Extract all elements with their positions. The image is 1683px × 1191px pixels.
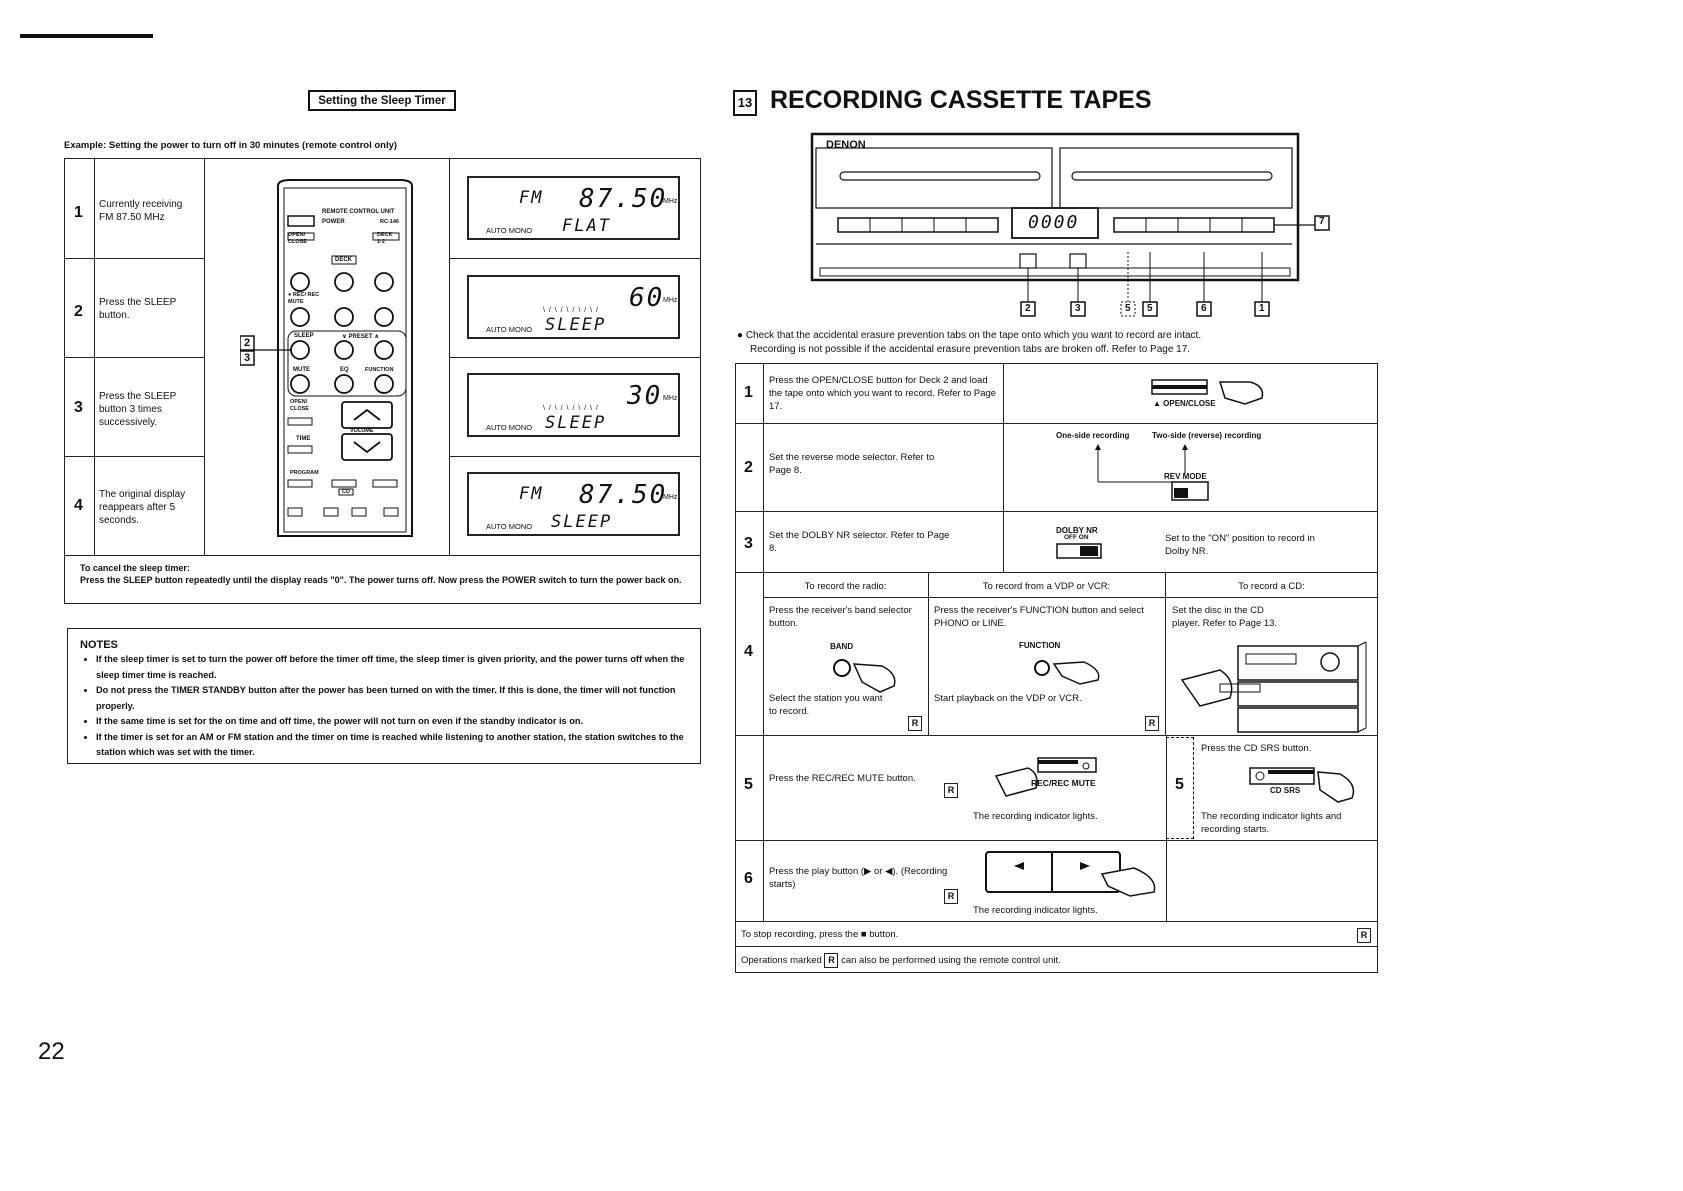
band-label: BAND bbox=[830, 642, 854, 651]
step-number: 5 bbox=[1175, 776, 1184, 793]
remote-program-label: PROGRAM bbox=[290, 470, 319, 476]
step-text: Set the reverse mode selector. Refer to Page 8. bbox=[769, 452, 935, 476]
step-text: Press the play button (▶ or ◀). (Recording starts) bbox=[769, 866, 948, 890]
remote-model: RC-146 bbox=[380, 219, 399, 225]
rec-button-figure bbox=[992, 752, 1112, 800]
cancel-title: To cancel the sleep timer: bbox=[80, 563, 190, 573]
callout-label: 3 bbox=[244, 352, 251, 364]
deck-counter: 0000 bbox=[1028, 212, 1080, 233]
rec-rec-mute-label: REC/REC MUTE bbox=[1031, 778, 1096, 788]
step-text: Set the DOLBY NR selector. Refer to Page 8. bbox=[769, 530, 950, 554]
step-text: Press the CD SRS button. bbox=[1201, 743, 1312, 754]
dolby-nr-label: DOLBY NR bbox=[1056, 526, 1098, 535]
step-number: 1 bbox=[74, 204, 83, 221]
cd-srs-button-figure bbox=[1248, 764, 1360, 804]
step-text: Press the REC/REC MUTE button. bbox=[769, 773, 916, 784]
remote-deck-label: DECK 1·2 bbox=[377, 232, 393, 245]
step-text: Press the SLEEP button. bbox=[99, 297, 177, 321]
open-close-label: ▲ OPEN/CLOSE bbox=[1153, 399, 1216, 408]
remote-power-label: POWER bbox=[322, 219, 345, 225]
cancel-text: Press the SLEEP button repeatedly until the display reads "0". The power turns off. Now press the POWER switch to turn the power back on. bbox=[80, 575, 682, 585]
step-number: 2 bbox=[744, 459, 753, 476]
step-number: 6 bbox=[744, 870, 753, 887]
recording-indicator-text: The recording indicator lights. bbox=[973, 811, 1098, 822]
remote-title: REMOTE CONTROL UNIT bbox=[322, 209, 395, 215]
radio-header: To record the radio: bbox=[804, 581, 887, 592]
step-number: 1 bbox=[744, 384, 753, 401]
remote-volume-label: VOLUME bbox=[350, 428, 374, 434]
step-number: 4 bbox=[74, 497, 83, 514]
notes-list bbox=[80, 652, 708, 761]
step-number: 2 bbox=[74, 303, 83, 320]
remote-preset-label: ∨ PRESET ∧ bbox=[342, 334, 380, 340]
check-text: ● Check that the accidental erasure prevention tabs on the tape onto which you want to record are intact. bbox=[737, 330, 1202, 341]
remote-mark: R bbox=[944, 783, 958, 798]
callout-label: 5 bbox=[1147, 303, 1153, 314]
vdp-header: To record from a VDP or VCR: bbox=[982, 581, 1111, 592]
dolby-nr-sub-label: OFF ON bbox=[1064, 534, 1089, 541]
cd-player-figure bbox=[1180, 640, 1370, 734]
dolby-switch-figure bbox=[1056, 543, 1102, 559]
remote-mark: R bbox=[944, 889, 958, 904]
example-text: Example: Setting the power to turn off in 30 minutes (remote control only) bbox=[64, 140, 398, 151]
callout-label: 3 bbox=[1075, 303, 1081, 314]
recording-indicator-text: The recording indicator lights. bbox=[973, 905, 1098, 916]
function-button-figure bbox=[1034, 656, 1106, 686]
operations-note: Operations marked R can also be performed using the remote control unit. bbox=[741, 955, 1061, 966]
recording-starts-text: The recording indicator lights and recording starts. bbox=[1201, 811, 1342, 835]
dolby-note: Set to the "ON" position to record in Dolby NR. bbox=[1165, 533, 1315, 557]
callout-label: 5 bbox=[1125, 303, 1131, 314]
remote-time-label: TIME bbox=[296, 436, 311, 442]
header-bar bbox=[20, 34, 153, 38]
vdp-text: Press the receiver's FUNCTION button and select PHONO or LINE. bbox=[934, 605, 1144, 629]
sleep-timer-title: Setting the Sleep Timer bbox=[308, 90, 456, 111]
callout-label: 7 bbox=[1319, 216, 1325, 227]
lcd-display: 60 MHz AUTO MONO \ / \ / \ / \ / \ / SLEEP bbox=[467, 275, 680, 339]
remote-deck-button-label: DECK bbox=[335, 257, 353, 263]
remote-cd-label: CD bbox=[342, 489, 350, 495]
lcd-display: FM 87.50 MHz AUTO MONO FLAT bbox=[467, 176, 680, 240]
remote-mark: R bbox=[1145, 716, 1159, 731]
step-text: The original display reappears after 5 seconds. bbox=[99, 489, 186, 526]
step-number: 5 bbox=[744, 776, 753, 793]
note-item: • If the timer is set for an AM or FM station and the timer on time is reached while listening to another station, the station switches to the station which was set with the timer. bbox=[96, 730, 708, 761]
cd-header: To record a CD: bbox=[1238, 581, 1305, 592]
vdp-text-2: Start playback on the VDP or VCR. bbox=[934, 693, 1082, 704]
section-number: 13 bbox=[733, 90, 757, 116]
notes-title: NOTES bbox=[80, 639, 118, 651]
step-number: 3 bbox=[74, 399, 83, 416]
note-item: • Do not press the TIMER STANDBY button after the power has been turned on with the timer. If this is done, the timer will not function properly. bbox=[96, 683, 708, 714]
remote-open-close2-label: OPEN/ CLOSE bbox=[290, 399, 309, 412]
callout-label: 2 bbox=[1025, 303, 1031, 314]
radio-text: Press the receiver's band selector button. bbox=[769, 605, 912, 629]
one-side-label: One-side recording bbox=[1056, 431, 1130, 440]
check-text-2: Recording is not possible if the accidental erasure prevention tabs are broken off. Refer to Page 17. bbox=[750, 344, 1191, 355]
remote-open-close-label: OPEN/ CLOSE bbox=[288, 232, 307, 245]
remote-eq-label: EQ bbox=[340, 367, 349, 373]
deck-brand: DENON bbox=[826, 139, 866, 151]
play-buttons-figure bbox=[984, 850, 1164, 898]
page-number: 22 bbox=[38, 1038, 65, 1065]
remote-sleep-label: SLEEP bbox=[294, 333, 314, 339]
step-number: 3 bbox=[744, 535, 753, 552]
remote-rec-label: ● REC/ REC MUTE bbox=[288, 292, 320, 305]
remote-mark: R bbox=[1357, 928, 1371, 943]
stop-recording-text: To stop recording, press the ■ button. bbox=[741, 929, 899, 940]
lcd-display: 30 MHz AUTO MONO \ / \ / \ / \ / \ / SLEEP bbox=[467, 373, 680, 437]
remote-function-label: FUNCTION bbox=[365, 367, 394, 373]
band-button-figure bbox=[832, 656, 902, 694]
section-title: RECORDING CASSETTE TAPES bbox=[770, 86, 1152, 114]
remote-mark: R bbox=[908, 716, 922, 731]
step-text: Press the OPEN/CLOSE button for Deck 2 and load the tape onto which you want to record. Refer to Page 17. bbox=[769, 375, 997, 412]
callout-label: 2 bbox=[244, 337, 251, 349]
rev-mode-label: REV MODE bbox=[1164, 472, 1207, 481]
remote-mute-label: MUTE bbox=[293, 367, 310, 373]
step-text: Currently receiving FM 87.50 MHz bbox=[99, 199, 183, 223]
remote-mark: R bbox=[824, 953, 838, 968]
step-text: Press the SLEEP button 3 times successively. bbox=[99, 391, 177, 428]
note-item: • If the same time is set for the on time and off time, the power will not turn on even if the standby indicator is on. bbox=[96, 714, 708, 730]
lcd-display: FM 87.50 MHz AUTO MONO SLEEP bbox=[467, 472, 680, 536]
callout-label: 1 bbox=[1259, 303, 1265, 314]
callout-label: 6 bbox=[1201, 303, 1207, 314]
two-side-label: Two-side (reverse) recording bbox=[1152, 431, 1262, 440]
note-item: • If the sleep timer is set to turn the power off before the timer off time, the sleep timer is given priority, and the power turns off when the sleep timer time is reached. bbox=[96, 652, 708, 683]
radio-text-2: Select the station you want to record. bbox=[769, 693, 883, 717]
cd-text: Set the disc in the CD player. Refer to Page 13. bbox=[1172, 605, 1278, 629]
cd-srs-label: CD SRS bbox=[1270, 786, 1301, 795]
step-number: 4 bbox=[744, 643, 753, 660]
function-label: FUNCTION bbox=[1019, 641, 1061, 650]
